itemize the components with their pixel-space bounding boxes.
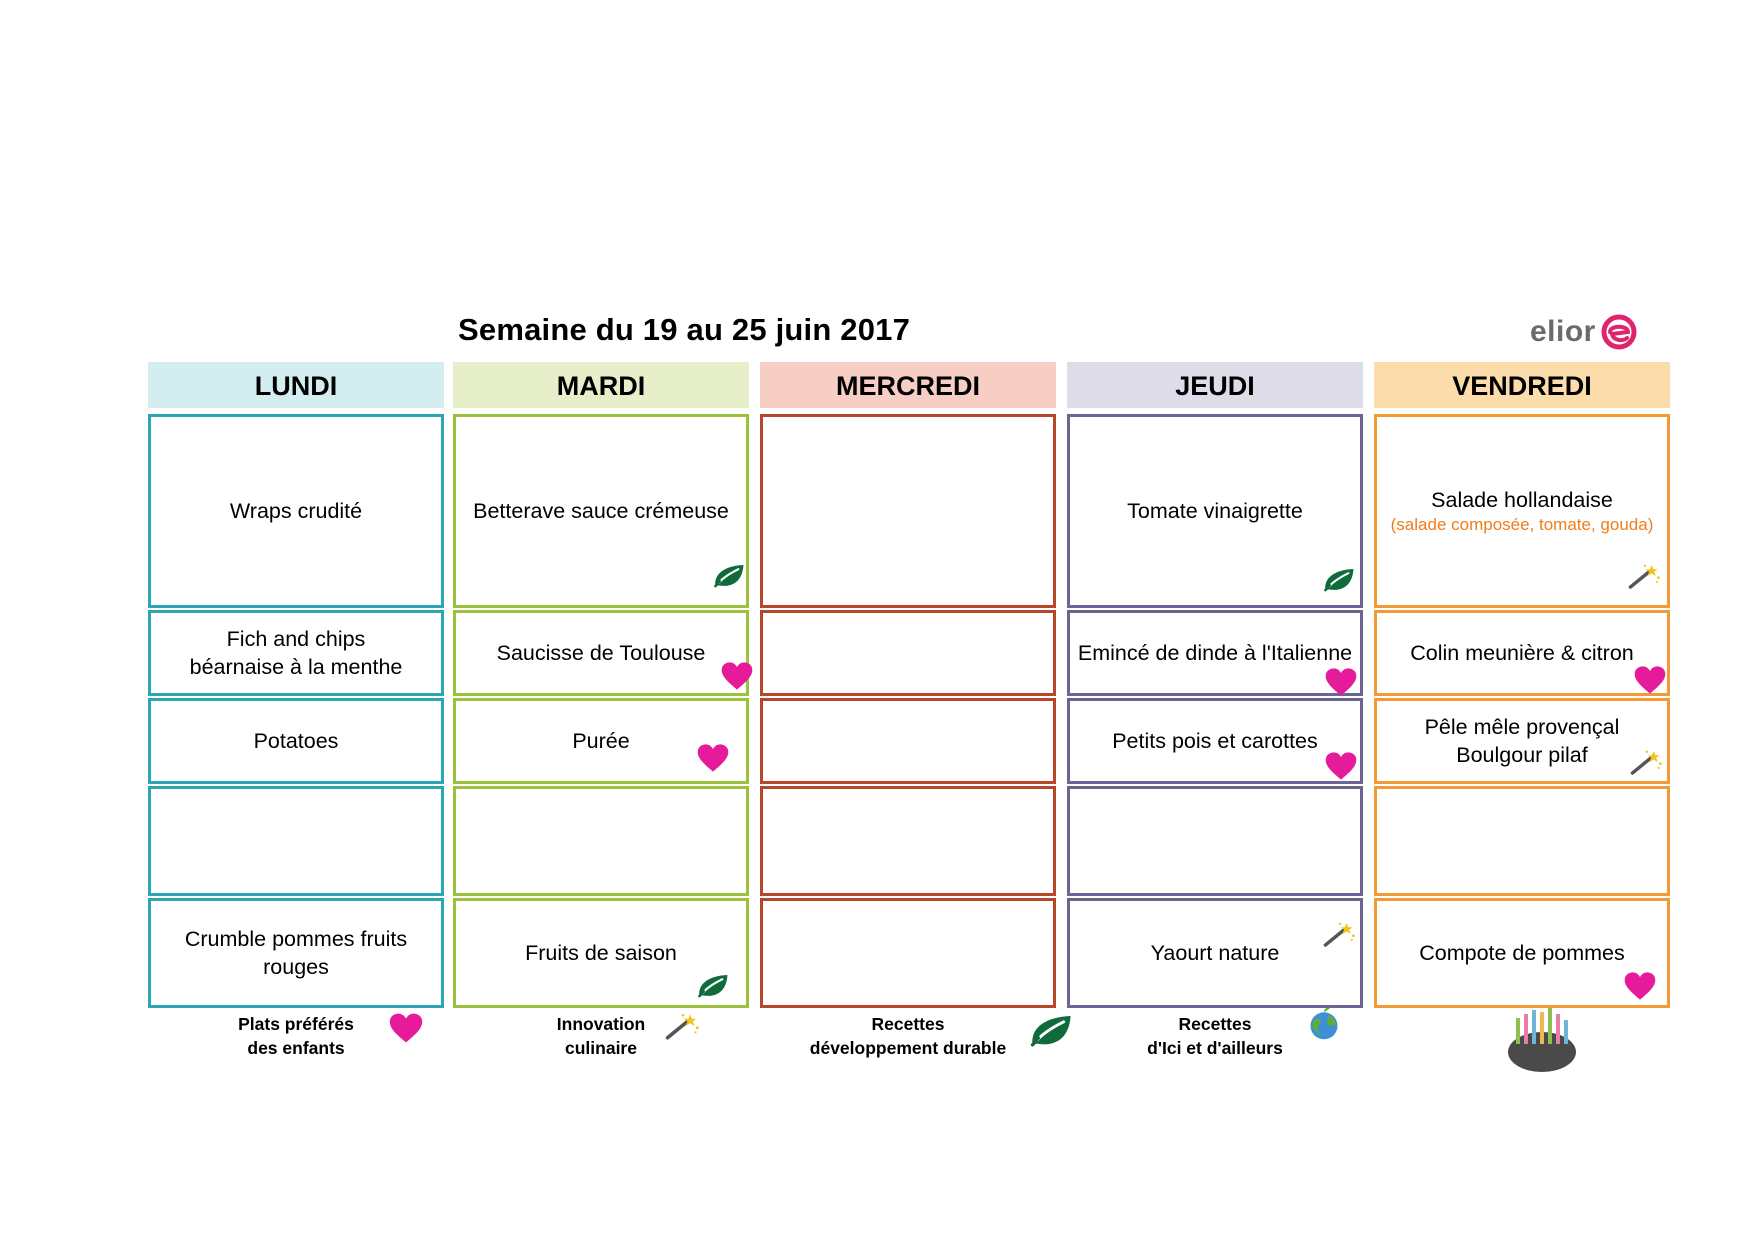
leaf-icon bbox=[712, 559, 746, 600]
dish-text: Saucisse de Toulouse bbox=[496, 641, 706, 665]
dish-text: Petits pois et carottes bbox=[1112, 729, 1318, 753]
globe-icon bbox=[1306, 1006, 1342, 1047]
dish-text: Betterave sauce crémeuse bbox=[473, 499, 729, 523]
menu-cell bbox=[1374, 698, 1670, 784]
menu-cell bbox=[148, 610, 444, 696]
menu-cell bbox=[453, 414, 749, 608]
wand-icon bbox=[1322, 917, 1356, 958]
heart-icon bbox=[388, 1010, 424, 1051]
leaf-icon bbox=[1322, 563, 1356, 604]
dish-text: Yaourt nature bbox=[1150, 941, 1280, 965]
day-header: JEUDI bbox=[1067, 362, 1363, 408]
menu-cell bbox=[453, 610, 749, 696]
wand-icon bbox=[1627, 559, 1661, 600]
dish-text: Wraps crudité bbox=[229, 499, 363, 523]
legend-label: Plats préférés bbox=[238, 1014, 354, 1034]
menu-cell bbox=[760, 610, 1056, 696]
menu-cell bbox=[453, 698, 749, 784]
menu-cell bbox=[148, 414, 444, 608]
menu-cell bbox=[1067, 786, 1363, 896]
day-column-mercredi bbox=[760, 362, 1056, 408]
day-column-jeudi bbox=[1067, 362, 1363, 965]
legend-label: culinaire bbox=[565, 1038, 637, 1058]
menu-cell bbox=[1067, 898, 1363, 1008]
day-header: MARDI bbox=[453, 362, 749, 408]
heart-icon bbox=[1623, 969, 1657, 1010]
legend-label: Recettes bbox=[871, 1014, 945, 1034]
menu-cell bbox=[148, 898, 444, 1008]
dish-text: Tomate vinaigrette bbox=[1127, 499, 1303, 523]
menu-cell bbox=[1374, 898, 1670, 1008]
menu-cell bbox=[760, 898, 1056, 1008]
day-header: MERCREDI bbox=[760, 362, 1056, 408]
menu-cell bbox=[760, 698, 1056, 784]
heart-icon bbox=[1324, 749, 1358, 790]
legend-label: Innovation bbox=[556, 1014, 646, 1034]
menu-cell bbox=[1374, 610, 1670, 696]
dish-text: Compote de pommes bbox=[1419, 941, 1625, 965]
menu-cell bbox=[760, 786, 1056, 896]
day-column-lundi bbox=[148, 362, 444, 979]
dish-text: Purée bbox=[572, 729, 630, 753]
dish-text: Crumble pommes fruits bbox=[184, 927, 408, 951]
menu-cell bbox=[148, 698, 444, 784]
leaf-icon bbox=[696, 969, 730, 1010]
dish-text: Emincé de dinde à l'Italienne bbox=[1077, 641, 1353, 665]
legend-label: des enfants bbox=[247, 1038, 345, 1058]
dish-text: Fruits de saison bbox=[525, 941, 677, 965]
menu-cell bbox=[453, 786, 749, 896]
menu-cell bbox=[1374, 786, 1670, 896]
wand-icon bbox=[664, 1008, 700, 1049]
legend-item bbox=[453, 1012, 749, 1060]
kitchen-logo-icon bbox=[1502, 1004, 1582, 1079]
dish-text: Colin meunière & citron bbox=[1410, 641, 1634, 665]
legend-label: Recettes bbox=[1178, 1014, 1252, 1034]
day-header: VENDREDI bbox=[1374, 362, 1670, 408]
dish-text: Boulgour pilaf bbox=[1456, 743, 1588, 767]
heart-icon bbox=[696, 741, 730, 782]
legend-label: développement durable bbox=[809, 1038, 1007, 1058]
dish-text: rouges bbox=[263, 955, 329, 979]
menu-cell bbox=[1067, 414, 1363, 608]
dish-detail: (salade composée, tomate, gouda) bbox=[1390, 515, 1654, 534]
elior-swirl-icon bbox=[1600, 313, 1638, 351]
day-column-mardi bbox=[453, 362, 749, 965]
brand-logo bbox=[1530, 312, 1638, 352]
dish-text: Potatoes bbox=[253, 729, 339, 753]
dish-text: béarnaise à la menthe bbox=[189, 655, 403, 679]
dish-text: Fich and chips bbox=[226, 627, 366, 651]
menu-cell bbox=[1067, 698, 1363, 784]
menu-cell bbox=[148, 786, 444, 896]
wand-icon bbox=[1629, 745, 1663, 786]
page-title: Semaine du 19 au 25 juin 2017 bbox=[458, 312, 911, 347]
legend-label: d'Ici et d'ailleurs bbox=[1147, 1038, 1283, 1058]
dish-text: Pêle mêle provençal bbox=[1424, 715, 1620, 739]
day-header: LUNDI bbox=[148, 362, 444, 408]
day-column-vendredi bbox=[1374, 362, 1670, 965]
menu-cell bbox=[760, 414, 1056, 608]
menu-cell bbox=[1067, 610, 1363, 696]
menu-cell bbox=[1374, 414, 1670, 608]
heart-icon bbox=[720, 659, 754, 700]
brand-name: elior bbox=[1530, 315, 1596, 348]
dish-text: Salade hollandaise bbox=[1431, 488, 1613, 512]
legend-item bbox=[760, 1012, 1056, 1060]
menu-cell bbox=[453, 898, 749, 1008]
